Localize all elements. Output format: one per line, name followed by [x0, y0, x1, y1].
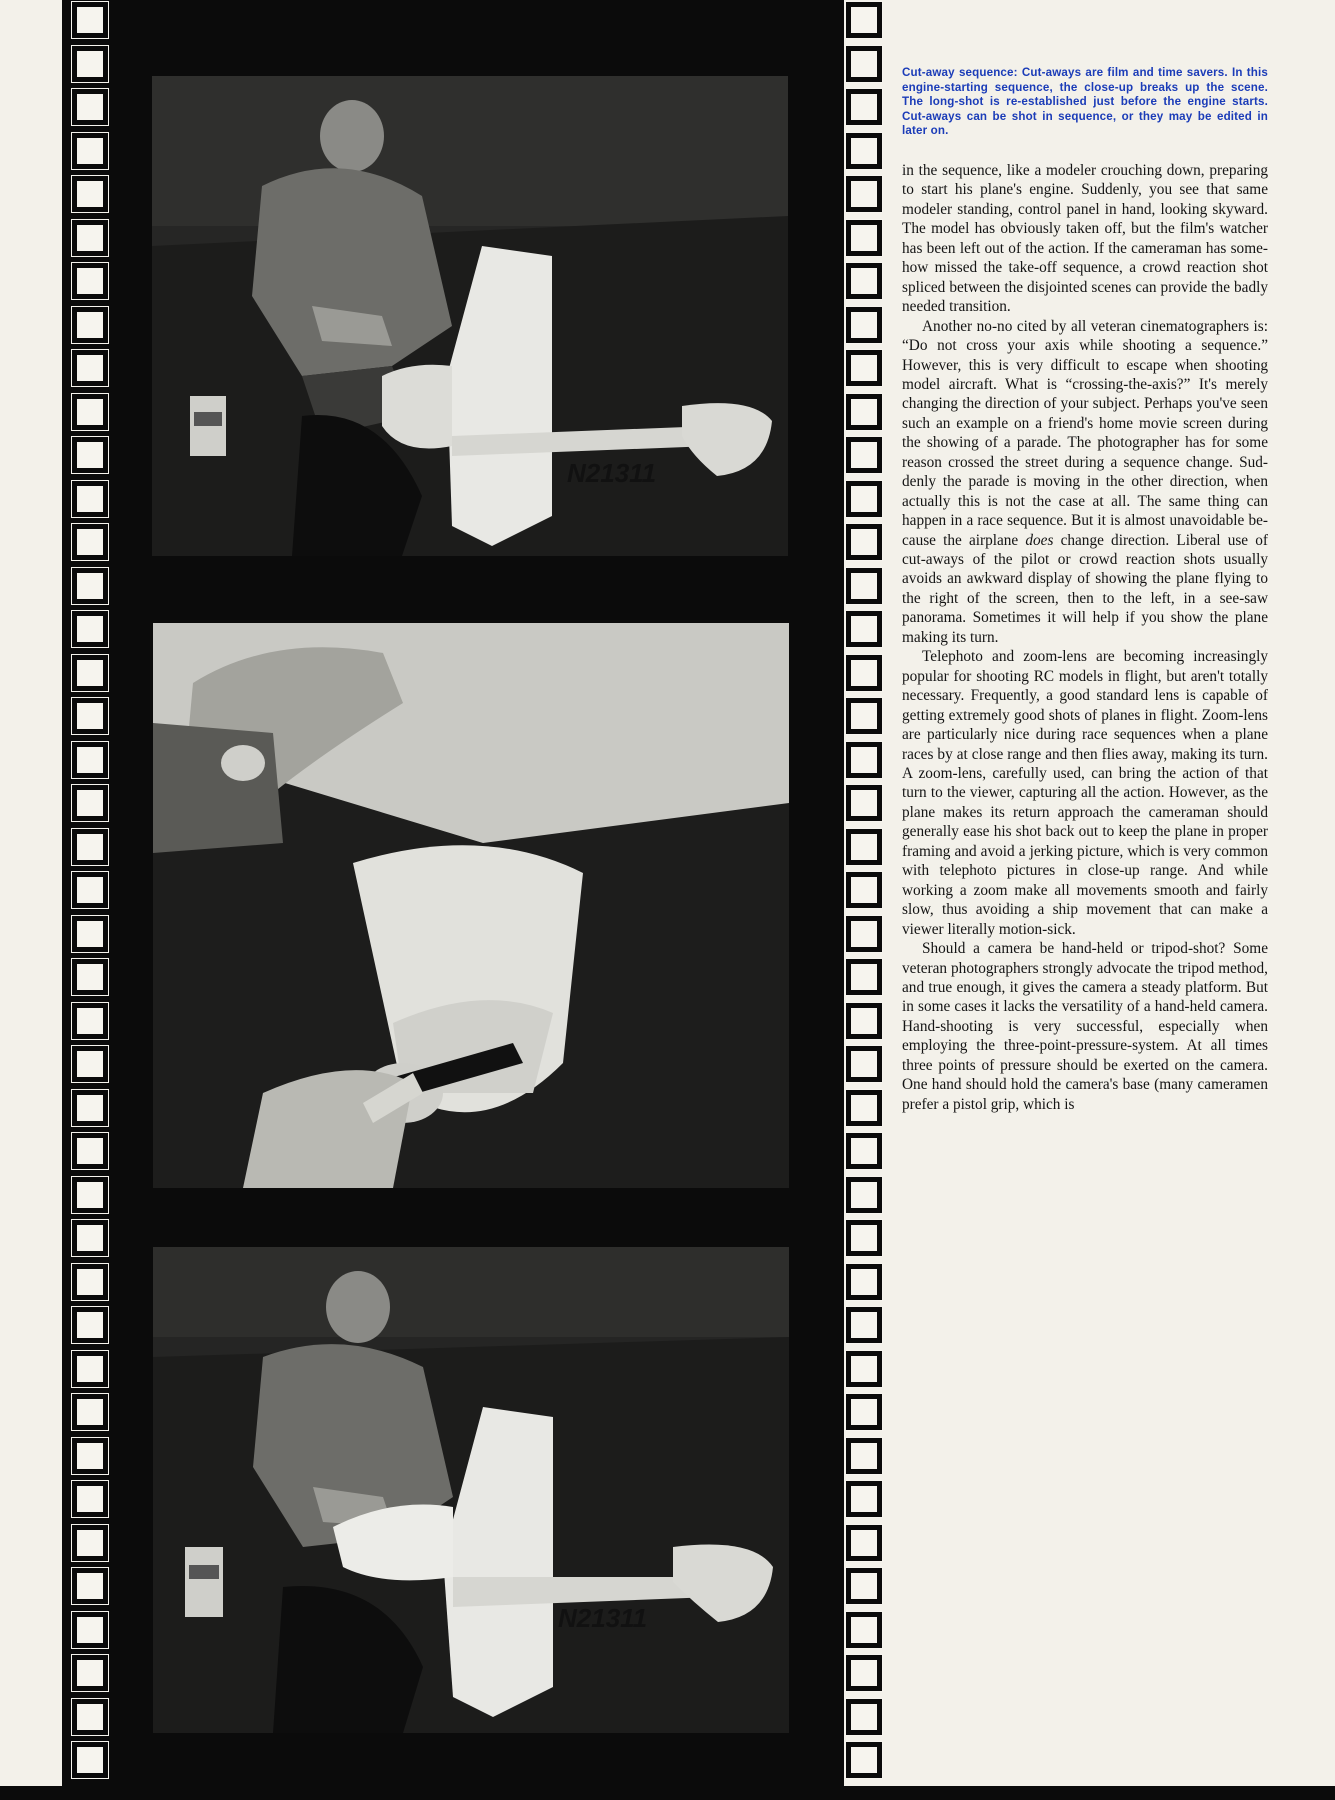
sprocket-hole: [846, 46, 882, 82]
sprocket-hole: [846, 568, 882, 604]
sprocket-hole: [846, 524, 882, 560]
sprocket-hole: [72, 742, 108, 778]
sprocket-hole: [846, 1220, 882, 1256]
sprocket-hole: [72, 959, 108, 995]
sprocket-hole: [72, 1133, 108, 1169]
sprocket-hole: [846, 916, 882, 952]
paragraph-1: in the sequence, like a modeler crouching down, preparing to start his plane's engine. Suddenly, you see that same modeler standing, control panel in hand, looking skyward. The model has obviously taken off, but the film's watcher has been left out of the action. If the cameraman has somehow missed the take-off sequence, a crowd reaction shot spliced between the disjointed scenes can provide the badly needed transition.: [902, 161, 1268, 316]
sprocket-hole: [72, 2, 108, 38]
sprocket-hole: [846, 1699, 882, 1735]
sprocket-hole: [72, 133, 108, 169]
right-sprocket-holes: [840, 0, 894, 1786]
sprocket-hole: [846, 220, 882, 256]
sprocket-hole: [846, 959, 882, 995]
sprocket-hole: [72, 437, 108, 473]
page-bottom-border: [0, 1786, 1335, 1800]
sprocket-hole: [72, 1090, 108, 1126]
sprocket-hole: [846, 1525, 882, 1561]
sprocket-hole: [72, 1220, 108, 1256]
sprocket-hole: [72, 1655, 108, 1691]
sprocket-hole: [846, 1264, 882, 1300]
sprocket-hole: [846, 742, 882, 778]
sprocket-hole: [72, 568, 108, 604]
sprocket-hole: [72, 176, 108, 212]
film-frame-long-shot-reestablished: [153, 1247, 789, 1733]
sprocket-hole: [846, 2, 882, 38]
sprocket-hole: [846, 1394, 882, 1430]
sprocket-hole: [846, 394, 882, 430]
sprocket-hole: [72, 1699, 108, 1735]
sprocket-hole: [72, 785, 108, 821]
sprocket-hole: [72, 481, 108, 517]
sprocket-hole: [846, 437, 882, 473]
sprocket-hole: [72, 350, 108, 386]
sprocket-hole: [72, 1046, 108, 1082]
sprocket-hole: [72, 1481, 108, 1517]
sprocket-hole: [846, 350, 882, 386]
sprocket-hole: [846, 1003, 882, 1039]
sprocket-hole: [72, 220, 108, 256]
sprocket-hole: [846, 1133, 882, 1169]
film-frame-long-shot: [152, 76, 788, 556]
sprocket-hole: [846, 829, 882, 865]
sprocket-hole: [846, 1046, 882, 1082]
fuselage-registration-3: N21311: [558, 1603, 648, 1633]
sprocket-hole: [846, 785, 882, 821]
sprocket-hole: [72, 263, 108, 299]
sprocket-hole: [846, 611, 882, 647]
sprocket-hole: [72, 1003, 108, 1039]
sprocket-hole: [72, 655, 108, 691]
sprocket-hole: [846, 133, 882, 169]
sprocket-hole: [846, 263, 882, 299]
sprocket-hole: [846, 89, 882, 125]
sprocket-hole: [72, 394, 108, 430]
sprocket-hole: [846, 1655, 882, 1691]
sprocket-hole: [72, 524, 108, 560]
sprocket-hole: [72, 46, 108, 82]
sprocket-hole: [72, 1394, 108, 1430]
sprocket-hole: [846, 1568, 882, 1604]
sprocket-hole: [846, 481, 882, 517]
sprocket-hole: [72, 89, 108, 125]
sprocket-hole: [72, 1568, 108, 1604]
sprocket-hole: [72, 1525, 108, 1561]
sprocket-hole: [72, 872, 108, 908]
sprocket-hole: [846, 307, 882, 343]
close-up-photo: [153, 623, 789, 1188]
sprocket-hole: [846, 1742, 882, 1778]
sprocket-hole: [72, 1438, 108, 1474]
sprocket-hole: [846, 176, 882, 212]
paragraph-3: Telephoto and zoom-lens are becoming increasingly popular for shooting RC models in flight, but aren't totally necessary. Frequently, a good standard lens is capable of getting extremely good shots of planes in flight. Zoom-lens are particularly nice during race sequences when a plane races by at close range and then flies away, making its turn. A zoom-lens, carefully used, can bring the action of that turn to the viewer, capturing all the action. However, as the plane makes its return approach the cameraman should generally ease his shot back out to keep the plane in proper framing and avoid a jerking picture, which is very common with telephoto pictures in close-up range. And while working a zoom make all movements smooth and fairly slow, thus avoiding a ship movement that can make a viewer literally motion-sick.: [902, 648, 1268, 938]
sprocket-hole: [72, 1612, 108, 1648]
fuselage-registration-1: N21311: [567, 458, 657, 488]
sprocket-hole: [72, 611, 108, 647]
sprocket-hole: [846, 655, 882, 691]
sprocket-hole: [846, 1612, 882, 1648]
sprocket-hole: [846, 1090, 882, 1126]
sprocket-hole: [72, 1264, 108, 1300]
photo-caption: Cut-away sequence: Cut-aways are film and time savers. In this engine-starting sequence, the close-up breaks up the scene. The long-shot is re-established just before the engine starts. Cut-aways can be shot in sequence, or they may be edited in later on.: [902, 66, 1268, 138]
sprocket-hole: [846, 698, 882, 734]
left-sprocket-holes: [68, 0, 122, 1786]
sprocket-hole: [72, 916, 108, 952]
sprocket-hole: [72, 1307, 108, 1343]
paragraph-4: Should a camera be hand-held or tripod-shot? Some veteran photographers strongly advocate the tripod method, and true enough, it gives the camera a steady platform. But in some cases it lacks the versatility of a hand-held camera. Hand-shooting is very successful, especially when employing the three-point-pressure-system. At all times three points of pressure should be exerted on the camera. One hand should hold the camera's base (many cameramen prefer a pistol grip, which is: [902, 940, 1268, 1113]
sprocket-hole: [846, 1307, 882, 1343]
sprocket-hole: [846, 1177, 882, 1213]
sprocket-hole: [72, 829, 108, 865]
film-strip: [62, 0, 844, 1786]
sprocket-hole: [72, 1177, 108, 1213]
film-frame-close-up: [153, 623, 789, 1188]
sprocket-hole: [72, 1351, 108, 1387]
sprocket-hole: [72, 698, 108, 734]
sprocket-hole: [846, 1351, 882, 1387]
article-body: [902, 161, 1268, 1114]
long-shot-photo: [152, 76, 788, 556]
sprocket-hole: [846, 1481, 882, 1517]
sprocket-hole: [72, 307, 108, 343]
long-shot-photo-2: [153, 1247, 789, 1733]
article-column: [902, 66, 1268, 1114]
sprocket-hole: [72, 1742, 108, 1778]
sprocket-hole: [846, 1438, 882, 1474]
sprocket-hole: [846, 872, 882, 908]
paragraph-2: Another no-no cited by all veteran cinematographers is: “Do not cross your axis while shooting a sequence.” However, this is very difficult to escape when shooting model aircraft. What is “crossing-the-axis?” It's merely changing the direction of your subject. Perhaps you've seen such an example on a friend's home movie screen during the showing of a parade. The photographer has for some reason crossed the street during a sequence change. Suddenly the parade is moving in the other direction, when actually this is not the case at all. The same thing can happen in a race sequence. But it is almost unavoidable because the airplane does change direction. Liberal use of cut-aways of the pilot or crowd reaction shots usually avoids an awkward display of showing the plane flying to the right of the screen, then to the left, in a see-saw panorama. Sometimes it will help if you show the plane making its turn.: [902, 317, 1268, 646]
